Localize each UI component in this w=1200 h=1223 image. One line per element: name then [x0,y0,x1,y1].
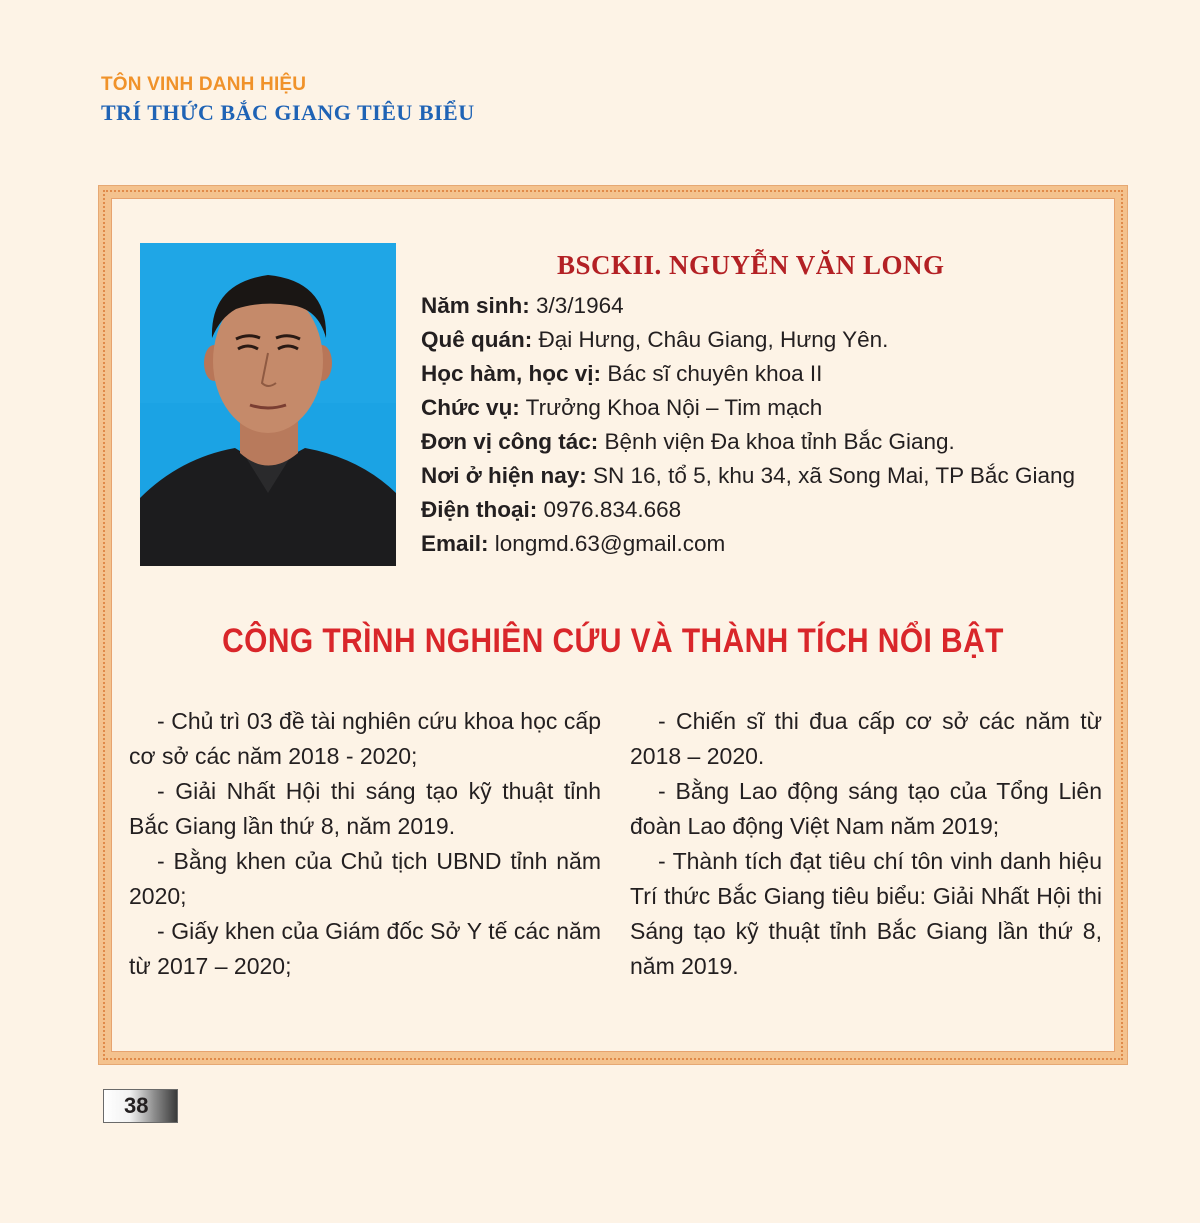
portrait-image [140,243,396,566]
achievement-item: - Bằng khen của Chủ tịch UBND tỉnh năm 2020; [129,848,601,909]
info-row-birth [421,289,1075,323]
achievement-item: - Chủ trì 03 đề tài nghiên cứu khoa học cấp cơ sở các năm 2018 - 2020; [129,708,601,769]
info-label: Quê quán: [421,327,533,352]
info-value: Bệnh viện Đa khoa tỉnh Bắc Giang. [604,429,955,454]
info-row-degree [421,357,1075,391]
profile-info [421,289,1075,561]
achievement-item: - Chiến sĩ thi đua cấp cơ sở các năm từ 2018 – 2020. [630,708,1102,769]
achievement-item: - Thành tích đạt tiêu chí tôn vinh danh hiệu Trí thức Bắc Giang tiêu biểu: Giải Nhất Hội thi Sáng tạo kỹ thuật tỉnh Bắc Giang lần thứ 8, năm 2019. [630,848,1102,979]
info-value: longmd.63@gmail.com [494,531,726,556]
info-row-position [421,391,1075,425]
header-subtitle: TRÍ THỨC BẮC GIANG TIÊU BIỂU [101,100,475,125]
achievements-right-column [630,704,1102,984]
section-title: CÔNG TRÌNH NGHIÊN CỨU VÀ THÀNH TÍCH NỔI BẬT [222,622,1004,660]
header-title: TÔN VINH DANH HIỆU [101,74,307,95]
info-label: Chức vụ: [421,395,520,420]
info-row-workplace [421,425,1075,459]
info-label: Email: [421,531,489,556]
person-name: BSCKII. NGUYỄN VĂN LONG [557,250,945,280]
page-header [101,74,475,126]
info-value: Đại Hưng, Châu Giang, Hưng Yên. [538,327,889,352]
achievement-item: - Giấy khen của Giám đốc Sở Y tế các năm từ 2017 – 2020; [129,918,601,979]
info-value: Bác sĩ chuyên khoa II [607,361,823,386]
info-value: SN 16, tổ 5, khu 34, xã Song Mai, TP Bắc Giang [593,463,1075,488]
info-row-hometown [421,323,1075,357]
info-row-phone [421,493,1075,527]
info-label: Điện thoại: [421,497,538,522]
info-value: 0976.834.668 [543,497,682,522]
info-label: Nơi ở hiện nay: [421,463,587,488]
portrait-photo [140,243,396,566]
info-label: Đơn vị công tác: [421,429,599,454]
info-value: 3/3/1964 [536,293,624,318]
info-value: Trưởng Khoa Nội – Tim mạch [525,395,823,420]
info-row-address [421,459,1075,493]
page-number: 38 [103,1089,178,1123]
achievement-item: - Giải Nhất Hội thi sáng tạo kỹ thuật tỉnh Bắc Giang lần thứ 8, năm 2019. [129,778,601,839]
achievements-left-column [129,704,601,984]
info-label: Học hàm, học vị: [421,361,602,386]
info-row-email [421,527,1075,561]
achievement-item: - Bằng Lao động sáng tạo của Tổng Liên đoàn Lao động Việt Nam năm 2019; [630,778,1102,839]
profile-frame [99,186,1127,1064]
info-label: Năm sinh: [421,293,530,318]
